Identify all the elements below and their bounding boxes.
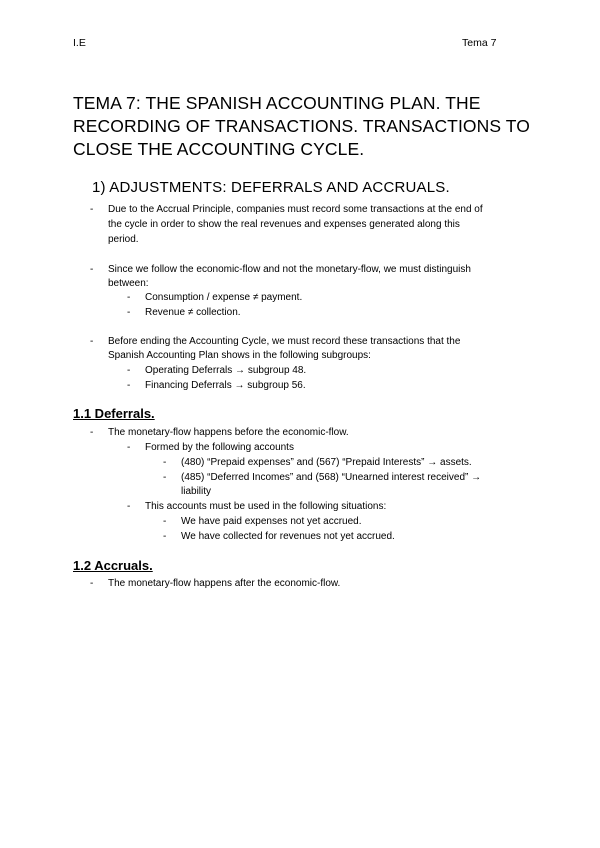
situation-item: We have paid expenses not yet accrued. xyxy=(181,516,362,527)
bullet-cycle-line1: Before ending the Accounting Cycle, we must record these transactions that the xyxy=(108,336,461,347)
sub-sub-bullet-dash: - xyxy=(163,531,167,542)
deferrals-heading: 1.1 Deferrals. xyxy=(73,406,155,421)
sub-bullet-dash: - xyxy=(127,307,131,318)
account-item: (480) “Prepaid expenses” and (567) “Prepaid Interests” → assets. xyxy=(181,457,472,468)
bullet-dash: - xyxy=(90,204,94,215)
bullet-dash: - xyxy=(90,578,94,589)
deferrals-bullet: The monetary-flow happens before the economic-flow. xyxy=(108,427,349,438)
sub-bullet-dash: - xyxy=(127,442,131,453)
deferrals-used: This accounts must be used in the following situations: xyxy=(145,501,387,512)
bullet-dash: - xyxy=(90,264,94,275)
sub-bullet-dash: - xyxy=(127,292,131,303)
distinguish-item: Consumption / expense ≠ payment. xyxy=(145,292,303,303)
bullet-flow-line2: between: xyxy=(108,278,149,289)
sub-bullet-dash: - xyxy=(127,365,131,376)
bullet-accrual-line3: period. xyxy=(108,234,139,245)
bullet-dash: - xyxy=(90,427,94,438)
accruals-bullet: The monetary-flow happens after the economic-flow. xyxy=(108,578,341,589)
account-item-line2: liability xyxy=(181,486,212,497)
account-item: (485) “Deferred Incomes” and (568) “Unearned interest received” → xyxy=(181,472,482,483)
accruals-heading: 1.2 Accruals. xyxy=(73,558,153,573)
situation-item: We have collected for revenues not yet accrued. xyxy=(181,531,395,542)
section-heading-adjustments: 1) ADJUSTMENTS: DEFERRALS AND ACCRUALS. xyxy=(92,179,450,196)
sub-bullet-dash: - xyxy=(127,501,131,512)
deferrals-formed: Formed by the following accounts xyxy=(145,442,294,453)
bullet-accrual-line2: the cycle in order to show the real revenues and expenses generated along this xyxy=(108,219,460,230)
bullet-dash: - xyxy=(90,336,94,347)
subgroup-item: Financing Deferrals → subgroup 56. xyxy=(145,380,306,391)
sub-sub-bullet-dash: - xyxy=(163,516,167,527)
sub-sub-bullet-dash: - xyxy=(163,472,167,483)
bullet-flow-line1: Since we follow the economic-flow and not the monetary-flow, we must distinguish xyxy=(108,264,471,275)
page-title: TEMA 7: THE SPANISH ACCOUNTING PLAN. THE RECORDING OF TRANSACTIONS. TRANSACTIONS TO CLOSE THE ACCOUNTING CYCLE. xyxy=(73,93,530,159)
distinguish-item: Revenue ≠ collection. xyxy=(145,307,241,318)
sub-sub-bullet-dash: - xyxy=(163,457,167,468)
bullet-cycle-line2: Spanish Accounting Plan shows in the following subgroups: xyxy=(108,350,371,361)
sub-bullet-dash: - xyxy=(127,380,131,391)
header-right: Tema 7 xyxy=(462,37,497,49)
header-left: I.E xyxy=(73,37,86,49)
subgroup-item: Operating Deferrals → subgroup 48. xyxy=(145,365,307,376)
bullet-accrual-line1: Due to the Accrual Principle, companies must record some transactions at the end of xyxy=(108,204,483,215)
